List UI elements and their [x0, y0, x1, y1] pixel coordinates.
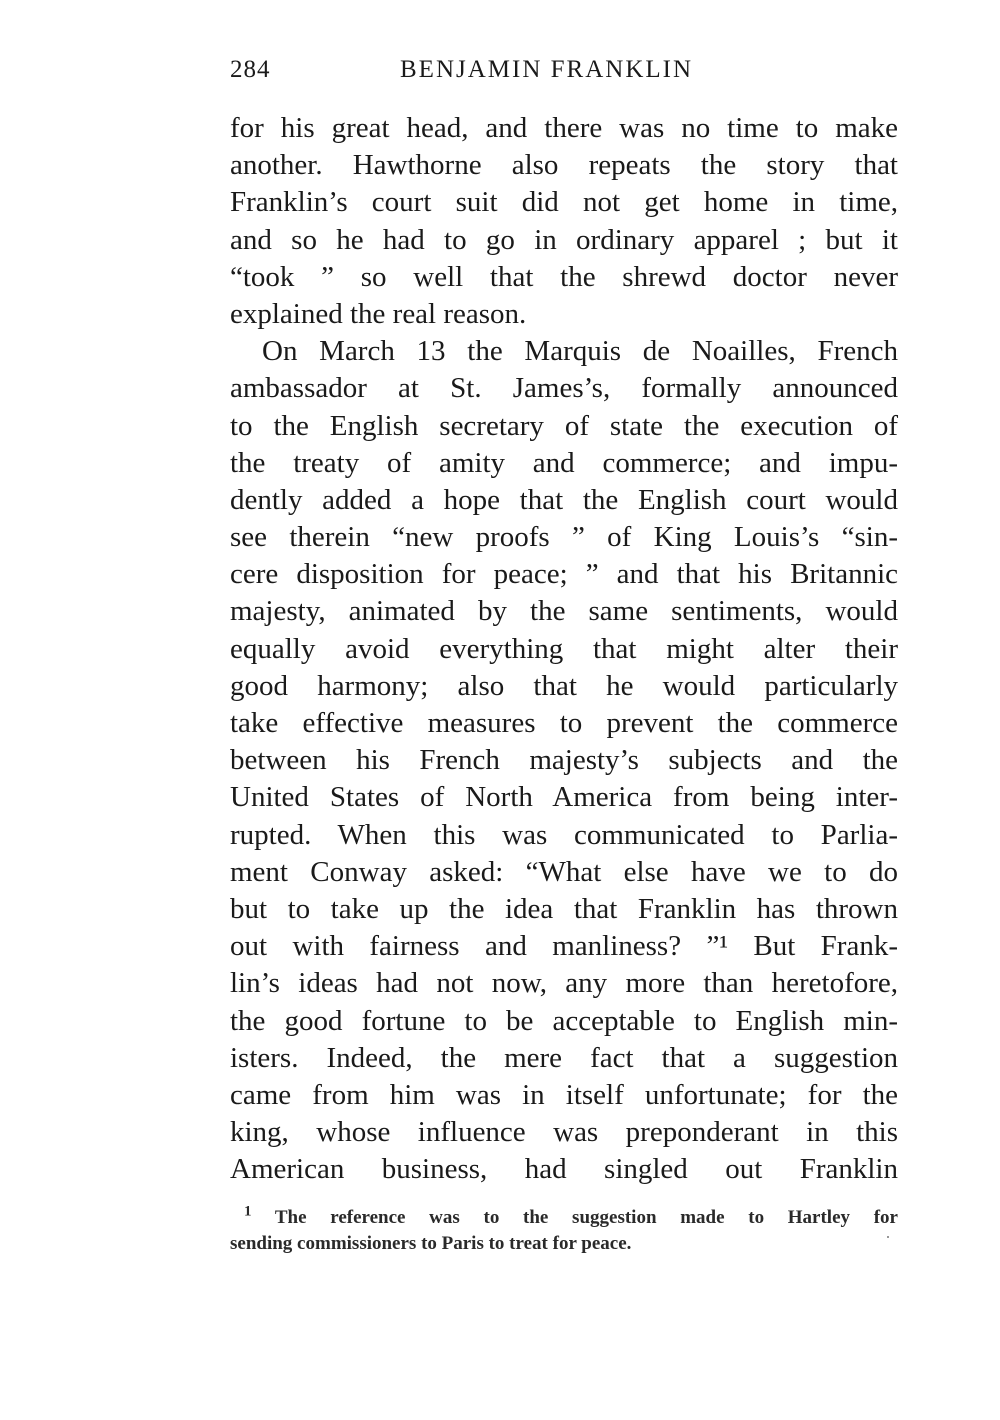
paragraph-1: [230, 110, 898, 333]
text-line: dently added a hope that the English court would: [230, 483, 898, 516]
paragraph-2: [230, 333, 898, 1188]
text-line: came from him was in itself unfortunate; for the: [230, 1078, 898, 1111]
footnote-line: sending commissioners to Paris to treat for peace.: [230, 1233, 632, 1254]
text-line: good harmony; also that he would particularly: [230, 669, 898, 702]
page-number: 284: [230, 56, 271, 83]
text-line: see therein “new proofs ” of King Louis’s “sin-: [230, 521, 898, 554]
text-line: ambassador at St. James’s, formally announced: [230, 372, 898, 405]
text-line: out with fairness and manliness? ”¹ But Frank-: [230, 930, 898, 963]
page-header: [230, 56, 898, 90]
footnote-marker: 1: [244, 1203, 252, 1220]
text-line: isters. Indeed, the mere fact that a suggestion: [230, 1041, 898, 1074]
text-line: On March 13 the Marquis de Noailles, French: [262, 335, 898, 368]
text-line: equally avoid everything that might alter their: [230, 632, 898, 665]
text-line: United States of North America from being inter-: [230, 781, 898, 814]
body-text: [230, 110, 898, 1188]
text-line: lin’s ideas had not now, any more than heretofore,: [230, 967, 898, 1000]
text-line: Franklin’s court suit did not get home in time,: [230, 186, 898, 219]
text-line: but to take up the idea that Franklin has thrown: [230, 892, 898, 925]
text-line: and so he had to go in ordinary apparel ; but it: [230, 223, 898, 256]
text-line: between his French majesty’s subjects and the: [230, 744, 898, 777]
text-line: rupted. When this was communicated to Parlia-: [230, 818, 898, 851]
text-line: “took ” so well that the shrewd doctor never: [230, 260, 898, 293]
text-line: the treaty of amity and commerce; and impu-: [230, 446, 898, 479]
footnote-line: [230, 1205, 898, 1231]
text-line: the good fortune to be acceptable to English min-: [230, 1004, 898, 1037]
text-line: explained the real reason.: [230, 297, 527, 330]
running-head: BENJAMIN FRANKLIN: [400, 56, 694, 83]
text-line: cere disposition for peace; ” and that his Britannic: [230, 558, 898, 591]
text-line: American business, had singled out Franklin: [230, 1153, 898, 1186]
text-line: take effective measures to prevent the commerce: [230, 707, 898, 739]
text-line: for his great head, and there was no time to make: [230, 112, 898, 144]
text-line: majesty, animated by the same sentiments, would: [230, 595, 898, 628]
footnote-text-1: The reference was to the suggestion made to Hartley for: [274, 1207, 898, 1228]
footnote: [230, 1205, 898, 1257]
text-line: to the English secretary of state the execution of: [230, 409, 898, 442]
text-line: another. Hawthorne also repeats the story that: [230, 149, 898, 182]
text-line: ment Conway asked: “What else have we to do: [230, 855, 898, 888]
print-speck: [887, 1236, 889, 1238]
text-line: king, whose influence was preponderant in this: [230, 1116, 898, 1149]
